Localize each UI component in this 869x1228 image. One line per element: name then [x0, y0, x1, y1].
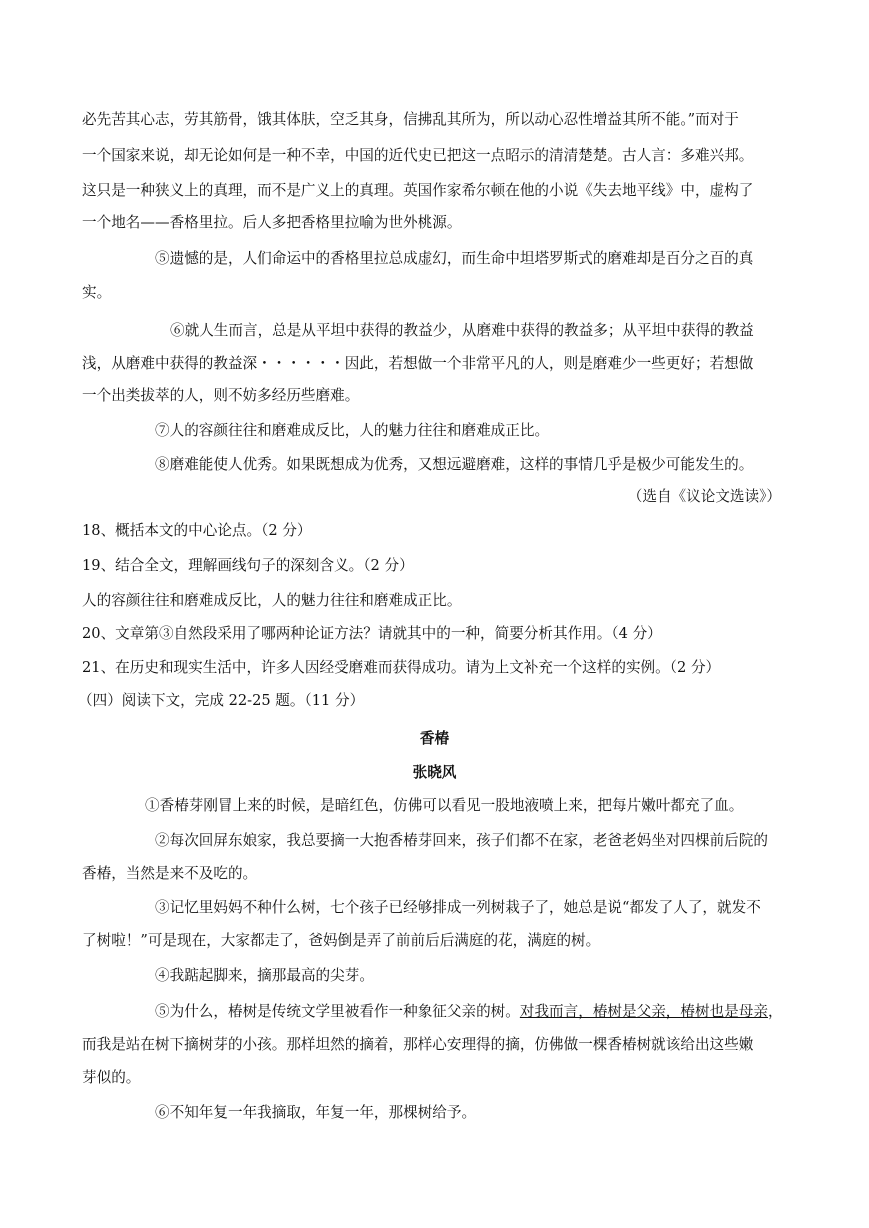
article-author: 张晓风: [412, 764, 457, 781]
passage-paragraph-5-line-2: 实。: [82, 284, 112, 301]
article-paragraph-1: ①香椿芽刚冒上来的时候，是暗红色，仿佛可以看见一股地液喷上来，把每片嫩叶都充了血。: [145, 797, 744, 814]
article-paragraph-2-line-2: 香椿，当然是来不及吃的。: [82, 865, 258, 882]
paragraph-5-plain-text: ⑤为什么，椿树是传统文学里被看作一种象征父亲的树。: [155, 1003, 520, 1020]
question-21: 21、在历史和现实生活中，许多人因经受磨难而获得成功。请为上文补充一个这样的实例。（2 分）: [82, 659, 721, 676]
article-paragraph-6: ⑥不知年复一年我摘取，年复一年，那棵树给予。: [155, 1104, 477, 1121]
section-four-instruction: （四）阅读下文，完成 22-25 题。（11 分）: [78, 692, 365, 709]
article-paragraph-5-line-3: 芽似的。: [82, 1069, 141, 1086]
passage-paragraph-8: ⑧磨难能使人优秀。如果既想成为优秀，又想远避磨难，这样的事情几乎是极少可能发生的。: [155, 456, 754, 473]
passage-paragraph-4-line-2: 一个国家来说，却无论如何是一种不幸，中国的近代史已把这一点昭示的清清楚楚。古人言：多难兴邦。: [82, 147, 754, 164]
passage-paragraph-4-line-3: 这只是一种狭义上的真理，而不是广义上的真理。英国作家希尔顿在他的小说《失去地平线》中，虚构了: [82, 182, 754, 199]
question-19: 19、结合全文，理解画线句子的深刻含义。（2 分）: [82, 557, 414, 574]
article-title: 香椿: [419, 730, 450, 747]
passage-paragraph-5-line-1: ⑤遗憾的是，人们命运中的香格里拉总成虚幻，而生命中坦塔罗斯式的磨难却是百分之百的真: [155, 250, 754, 267]
passage-paragraph-6-line-2: 浅，从磨难中获得的教益深・・・・・・因此，若想做一个非常平凡的人，则是磨难少一些更好；若想做: [82, 355, 754, 372]
passage-paragraph-6-line-1: ⑥就人生而言，总是从平坦中获得的教益少，从磨难中获得的教益多；从平坦中获得的教益: [170, 322, 754, 339]
article-paragraph-3-line-2: 了树啦！”可是现在，大家都走了，爸妈倒是弄了前前后后满庭的花，满庭的树。: [82, 932, 601, 949]
question-18: 18、概括本文的中心论点。（2 分）: [82, 522, 312, 539]
passage-paragraph-4-line-4: 一个地名——香格里拉。后人多把香格里拉喻为世外桃源。: [82, 214, 462, 231]
question-19-sentence: 人的容颜往往和磨难成反比，人的魅力往往和磨难成正比。: [82, 592, 462, 609]
article-paragraph-3-line-1: ③记忆里妈妈不种什么树，七个孩子已经够排成一列树栽子了，她总是说“都发了人了，就发不: [155, 899, 761, 916]
article-paragraph-2-line-1: ②每次回屏东娘家，我总要摘一大抱香椿芽回来，孩子们都不在家，老爸老妈坐对四棵前后院的: [155, 832, 768, 849]
underlined-sentence: 对我而言，椿树是父亲，椿树也是母亲: [519, 1003, 768, 1020]
paragraph-5-comma: ，: [767, 1003, 783, 1020]
article-paragraph-5-line-1: [155, 1002, 787, 1022]
passage-source: （选自《议论文选读》）: [627, 488, 781, 505]
question-20: 20、文章第③自然段采用了哪两种论证方法？请就其中的一种，简要分析其作用。（4 分）: [82, 625, 662, 642]
article-paragraph-5-line-2: 而我是站在树下摘树芽的小孩。那样坦然的摘着，那样心安理得的摘，仿佛做一棵香椿树就该给出这些嫩: [82, 1036, 754, 1053]
passage-paragraph-6-line-3: 一个出类拔萃的人，则不妨多经历些磨难。: [82, 387, 360, 404]
passage-paragraph-4-line-1: 必先苦其心志，劳其筋骨，饿其体肤，空乏其身，信拂乱其所为，所以动心忍性增益其所不能。”而对于: [82, 111, 739, 128]
passage-paragraph-7: ⑦人的容颜往往和磨难成反比，人的魅力往往和磨难成正比。: [155, 422, 550, 439]
article-paragraph-4: ④我踮起脚来，摘那最高的尖芽。: [155, 967, 374, 984]
